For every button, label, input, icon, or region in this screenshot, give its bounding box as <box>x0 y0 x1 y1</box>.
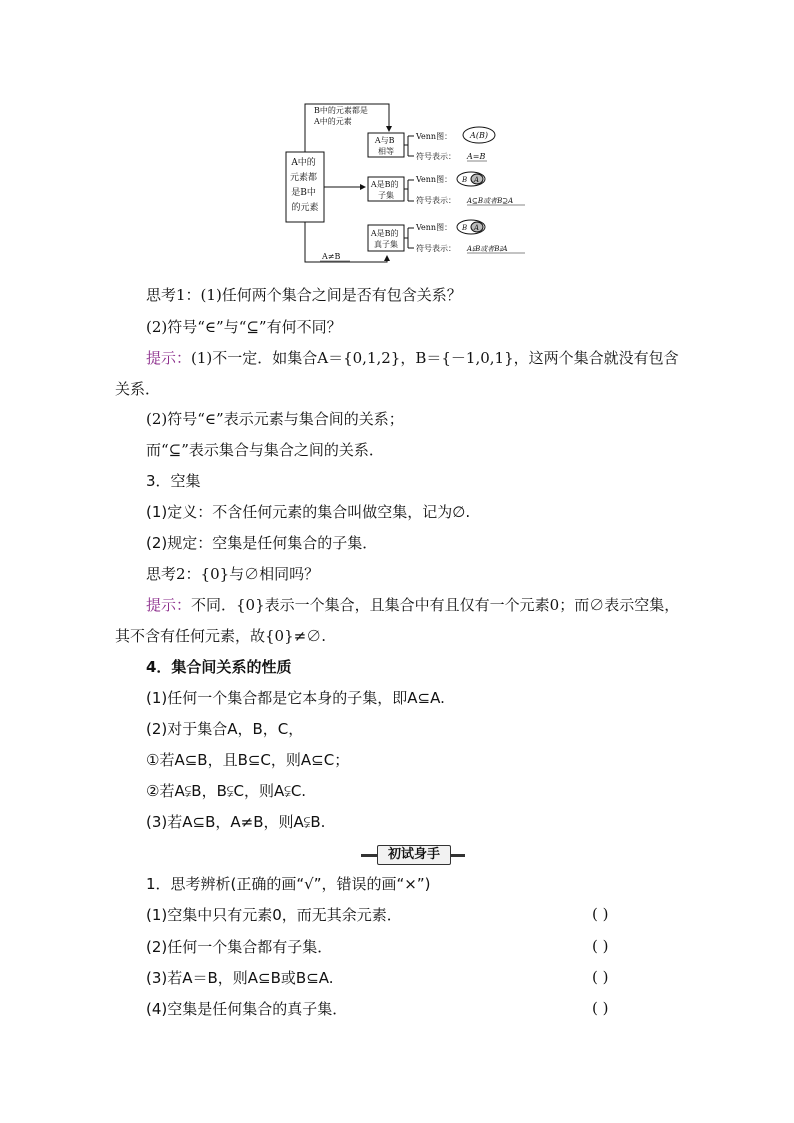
hint1-line3: (2)符号“∈”表示元素与集合间的关系； <box>146 410 404 428</box>
subset-box-text: A是B的 子集 <box>370 180 399 200</box>
property3: (3)若A⊆B，A≠B，则A⫋B. <box>146 813 326 831</box>
symbol-proper: A⫋B或者B⫌A <box>467 245 508 253</box>
proper-box-text: A是B的 真子集 <box>370 229 399 249</box>
venn-subset-inner-label: A <box>474 176 480 184</box>
venn-subset-outer-label: B <box>462 176 468 184</box>
think1-question2: (2)符号“∈”与“⊆”有何不同？ <box>146 318 342 336</box>
symbol-label-subset: 符号表示： <box>416 196 456 205</box>
property1: (1)任何一个集合都是它本身的子集，即A⊆A. <box>146 689 445 707</box>
hint2-label: 提示： <box>146 596 192 614</box>
hint1-line1 <box>146 348 679 368</box>
bottom-condition-label: A≠B <box>322 252 341 261</box>
venn-proper-inner-label: A <box>474 224 480 232</box>
venn-label-proper: Venn图： <box>416 223 453 232</box>
venn-label-equal: Venn图： <box>416 132 453 141</box>
venn-proper-outer-label: B <box>462 224 468 232</box>
property2: (2)对于集合A，B，C， <box>146 720 304 738</box>
property2a: ①若A⊆B，且B⊆C，则A⊆C； <box>146 751 350 769</box>
exercise-item-2: (2)任何一个集合都有子集． <box>146 938 333 956</box>
hint2-line2: 其不含有任何元素，故{0}≠∅. <box>115 627 326 645</box>
section-banner <box>361 845 465 865</box>
answer-blank-4[interactable]: ( ) <box>592 999 609 1017</box>
hint1-line2: 关系． <box>115 380 161 398</box>
section3-definition: (1)定义：不含任何元素的集合叫做空集，记为∅. <box>146 503 471 521</box>
condition-text: A中的 元素都 是B中 的元素 <box>290 158 319 213</box>
exercise-title: 1．思考辨析(正确的画“√”，错误的画“×”) <box>146 875 431 893</box>
equal-box-text: A与B 相等 <box>374 136 395 156</box>
property2b: ②若A⫋B，B⫋C，则A⫋C. <box>146 782 307 800</box>
hint1-line4: 而“⊆”表示集合与集合之间的关系． <box>146 441 384 459</box>
symbol-subset: A⊆B或者B⊇A <box>467 197 514 205</box>
symbol-label-equal: 符号表示： <box>416 152 456 161</box>
banner-label: 初试身手 <box>377 845 451 865</box>
venn-equal-text: A(B) <box>470 131 488 140</box>
exercise-item-3: (3)若A＝B，则A⊆B或B⊆A. <box>146 969 334 987</box>
symbol-equal: A=B <box>467 152 486 161</box>
exercise-item-1: (1)空集中只有元素0，而无其余元素． <box>146 906 402 924</box>
venn-label-subset: Venn图： <box>416 175 453 184</box>
hint2-text: 不同．{0}表示一个集合，且集合中有且仅有一个元素0；而∅表示空集， <box>191 596 680 614</box>
hint1-text: (1)不一定．如集合A＝{0,1,2}，B＝{－1,0,1}，这两个集合就没有包含 <box>191 349 679 367</box>
think1-question1: 思考1：(1)任何两个集合之间是否有包含关系？ <box>146 286 462 304</box>
answer-blank-3[interactable]: ( ) <box>592 968 609 986</box>
answer-blank-1[interactable]: ( ) <box>592 905 609 923</box>
section4-heading: 4．集合间关系的性质 <box>146 658 292 676</box>
symbol-label-proper: 符号表示： <box>416 244 456 253</box>
section3-rule: (2)规定：空集是任何集合的子集． <box>146 534 378 552</box>
think2-question: 思考2：{0}与∅相同吗？ <box>146 565 320 583</box>
concept-diagram <box>280 100 530 268</box>
top-condition-label: B中的元素都是 A中的元素 <box>314 106 368 126</box>
answer-blank-2[interactable]: ( ) <box>592 937 609 955</box>
exercise-item-4: (4)空集是任何集合的真子集． <box>146 1000 348 1018</box>
hint-label: 提示： <box>146 349 192 367</box>
hint2-line1 <box>146 595 679 615</box>
section3-heading: 3．空集 <box>146 472 201 490</box>
